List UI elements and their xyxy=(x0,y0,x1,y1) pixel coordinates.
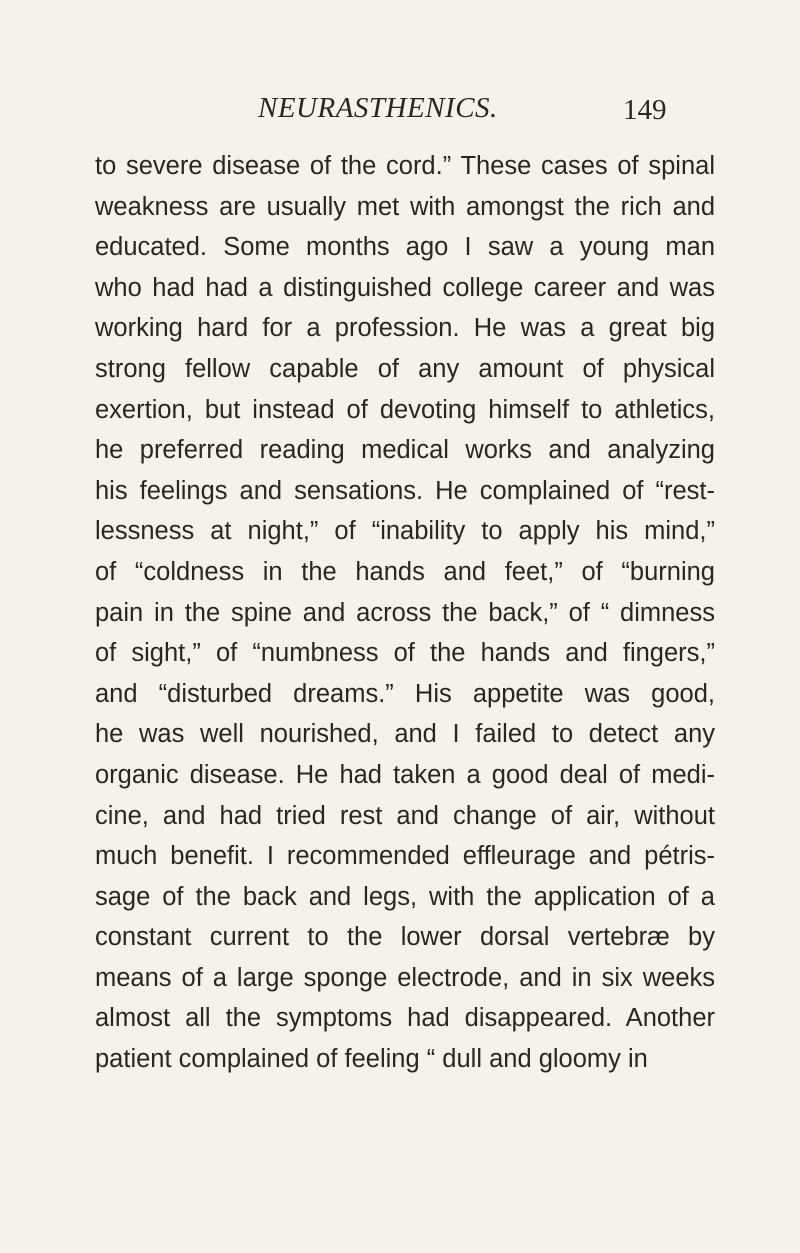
text-line: working hard for a profession. He was a great big xyxy=(95,314,715,343)
text-line: he was well nourished, and I failed to detect any xyxy=(95,720,715,749)
text-line: patient complained of feeling “ dull and gloomy in xyxy=(95,1045,648,1074)
text-line: means of a large sponge electrode, and in six weeks xyxy=(95,963,715,992)
text-line: and “disturbed dreams.” His appetite was good, xyxy=(95,679,715,708)
text-line: strong fellow capable of any amount of physical xyxy=(95,354,715,383)
text-line: almost all the symptoms had disappeared. Another xyxy=(95,1004,715,1033)
text-line: his feelings and sensations. He complained of “rest- xyxy=(95,476,715,505)
text-line: sage of the back and legs, with the application of a xyxy=(95,882,715,911)
text-line: organic disease. He had taken a good deal of medi- xyxy=(95,760,715,789)
text-line: of sight,” of “numbness of the hands and fingers,” xyxy=(95,639,715,668)
text-line: much benefit. I recommended effleurage and pétris- xyxy=(95,842,715,871)
text-line: who had had a distinguished college career and was xyxy=(95,273,715,302)
text-line: lessness at night,” of “inability to apply his mind,” xyxy=(95,517,715,546)
text-line: exertion, but instead of devoting himself to athletics, xyxy=(95,395,715,424)
text-line: weakness are usually met with amongst the rich and xyxy=(95,192,715,221)
text-line: he preferred reading medical works and analyzing xyxy=(95,436,715,465)
text-line: constant current to the lower dorsal vertebræ by xyxy=(95,923,715,952)
text-line: pain in the spine and across the back,” of “ dimness xyxy=(95,598,715,627)
page-number: 149 xyxy=(623,94,667,126)
text-line: of “coldness in the hands and feet,” of “burning xyxy=(95,557,715,586)
text-line: educated. Some months ago I saw a young man xyxy=(95,233,715,262)
running-title: NEURASTHENICS. xyxy=(258,92,498,124)
text-line: cine, and had tried rest and change of air, without xyxy=(95,801,715,830)
body-text xyxy=(95,146,715,1080)
running-head xyxy=(0,92,800,132)
text-line: to severe disease of the cord.” These cases of spinal xyxy=(95,152,715,180)
